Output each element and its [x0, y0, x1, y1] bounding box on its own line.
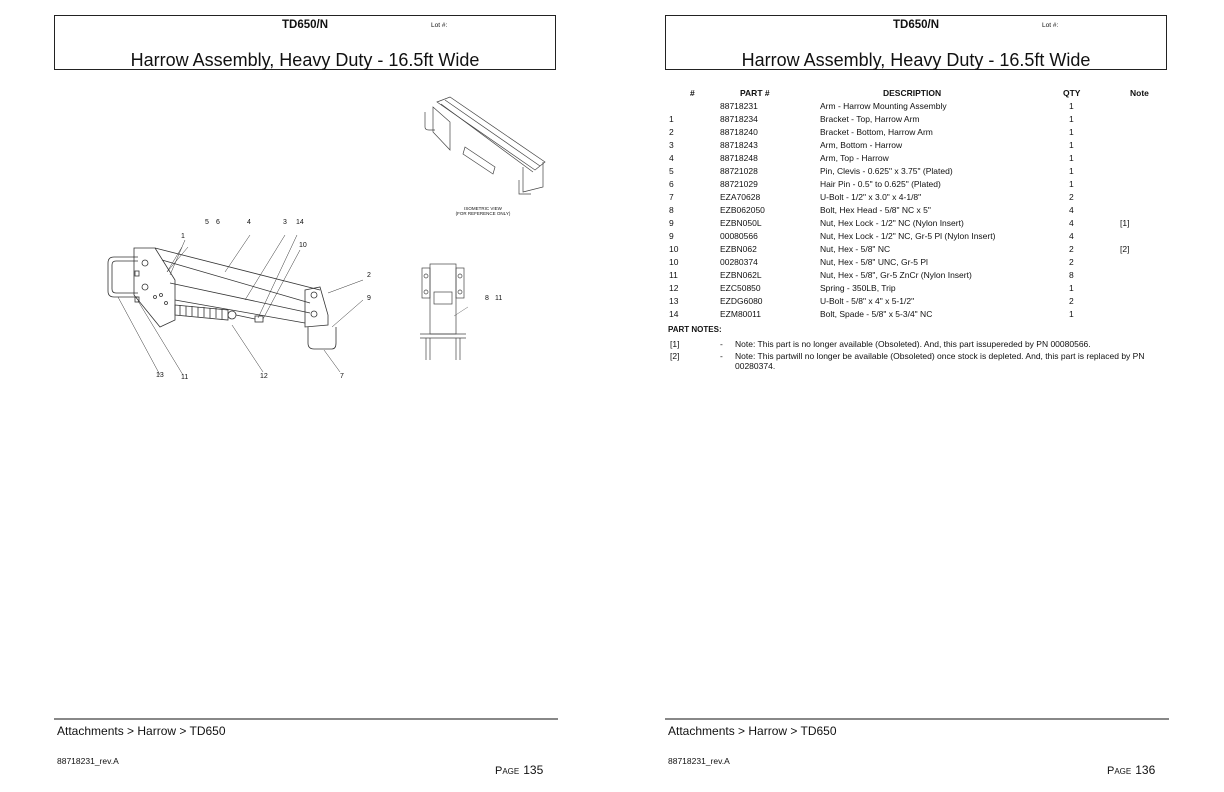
model-number: TD650/N [892, 19, 940, 31]
callout-11-end-view: 11 [495, 295, 503, 302]
cell-number: 1 [669, 114, 674, 124]
cell-qty: 2 [1069, 244, 1074, 254]
cell-number: 13 [669, 296, 679, 306]
cell-qty: 1 [1069, 114, 1074, 124]
isometric-view-drawing [415, 92, 555, 202]
cell-number: 12 [669, 283, 679, 293]
cell-qty: 1 [1069, 283, 1074, 293]
cell-part-number: 88721028 [720, 166, 758, 176]
cell-description: Nut, Hex Lock - 1/2" NC, Gr-5 Pl (Nylon Insert) [820, 231, 996, 241]
cell-part-number: EZDG6080 [720, 296, 763, 306]
footer-divider [54, 718, 558, 720]
table-row [665, 204, 1170, 217]
cell-description: Nut, Hex - 5/8" UNC, Gr-5 Pl [820, 257, 928, 267]
col-header-description: DESCRIPTION [883, 88, 942, 98]
document-id: 88718231_rev.A [668, 756, 730, 766]
cell-part-number: 00080566 [720, 231, 758, 241]
callout-4: 4 [247, 219, 251, 226]
cell-description: U-Bolt - 5/8" x 4" x 5-1/2" [820, 296, 915, 306]
table-row [665, 308, 1170, 321]
cell-part-number: 88718243 [720, 140, 758, 150]
col-header-number: # [690, 88, 695, 98]
parts-table-header [665, 87, 1170, 100]
cell-qty: 1 [1069, 166, 1074, 176]
cell-number: 7 [669, 192, 674, 202]
cell-note: [2] [1120, 244, 1130, 254]
callout-2: 2 [367, 272, 371, 279]
cell-part-number: EZBN050L [720, 218, 762, 228]
table-row [665, 126, 1170, 139]
cell-number: 5 [669, 166, 674, 176]
table-row [665, 191, 1170, 204]
callout-5: 5 [205, 219, 209, 226]
cell-part-number: EZA70628 [720, 192, 761, 202]
breadcrumb: Attachments > Harrow > TD650 [57, 724, 226, 738]
callout-1: 1 [181, 233, 185, 240]
table-row [665, 113, 1170, 126]
cell-description: Arm, Top - Harrow [820, 153, 889, 163]
cell-part-number: 88718240 [720, 127, 758, 137]
parts-table-body [665, 100, 1170, 321]
table-row [665, 295, 1170, 308]
cell-number: 3 [669, 140, 674, 150]
cell-description: Spring - 350LB, Trip [820, 283, 896, 293]
cell-qty: 2 [1069, 296, 1074, 306]
col-header-part: PART # [740, 88, 770, 98]
page-number: Page 135 [495, 763, 544, 777]
cell-qty: 2 [1069, 257, 1074, 267]
cell-description: Bolt, Hex Head - 5/8" NC x 5" [820, 205, 931, 215]
col-header-qty: QTY [1063, 88, 1081, 98]
cell-part-number: 00280374 [720, 257, 758, 267]
part-notes-title: PART NOTES: [668, 325, 722, 334]
callout-9: 9 [367, 295, 371, 302]
callout-13: 13 [156, 372, 164, 379]
callout-3: 3 [283, 219, 287, 226]
document-id: 88718231_rev.A [57, 756, 119, 766]
table-row [665, 269, 1170, 282]
cell-qty: 1 [1069, 140, 1074, 150]
page-number: Page 136 [1107, 763, 1156, 777]
cell-part-number: EZM80011 [720, 309, 761, 319]
cell-qty: 4 [1069, 231, 1074, 241]
cell-qty: 1 [1069, 153, 1074, 163]
callout-11: 11 [181, 374, 189, 381]
table-row [665, 139, 1170, 152]
cell-description: Bracket - Bottom, Harrow Arm [820, 127, 933, 137]
cell-description: Nut, Hex - 5/8" NC [820, 244, 891, 254]
table-row [665, 165, 1170, 178]
cell-number: 8 [669, 205, 674, 215]
parts-table [665, 87, 1170, 321]
table-row [665, 100, 1170, 113]
cell-qty: 4 [1069, 218, 1074, 228]
cell-description: Bolt, Spade - 5/8" x 5-3/4" NC [820, 309, 933, 319]
callout-7: 7 [340, 373, 344, 380]
table-row [665, 282, 1170, 295]
page-title: Harrow Assembly, Heavy Duty - 16.5ft Wide [741, 50, 1091, 70]
lot-label: Lot #: [431, 22, 448, 29]
cell-number: 6 [669, 179, 674, 189]
cell-qty: 4 [1069, 205, 1074, 215]
cell-part-number: 88718248 [720, 153, 758, 163]
cell-number: 10 [669, 244, 679, 254]
cell-description: Arm, Bottom - Harrow [820, 140, 903, 150]
callout-10: 10 [299, 242, 307, 249]
cell-qty: 1 [1069, 101, 1074, 111]
page-header [54, 15, 556, 70]
page-header [665, 15, 1167, 70]
cell-description: U-Bolt - 1/2" x 3.0" x 4-1/8" [820, 192, 922, 202]
cell-number: 9 [669, 218, 674, 228]
cell-description: Bracket - Top, Harrow Arm [820, 114, 920, 124]
cell-qty: 2 [1069, 192, 1074, 202]
cell-part-number: 88721029 [720, 179, 758, 189]
col-header-note: Note [1130, 88, 1149, 98]
cell-number: 11 [669, 270, 678, 280]
cell-note: [1] [1120, 218, 1130, 228]
cell-description: Nut, Hex - 5/8", Gr-5 ZnCr (Nylon Insert) [820, 270, 972, 280]
callout-14: 14 [296, 219, 304, 226]
page-title: Harrow Assembly, Heavy Duty - 16.5ft Wide [130, 50, 480, 70]
footer-divider [665, 718, 1169, 720]
lot-label: Lot #: [1042, 22, 1059, 29]
cell-part-number: 88718231 [720, 101, 758, 111]
table-row [665, 152, 1170, 165]
cell-qty: 1 [1069, 127, 1074, 137]
cell-number: 10 [669, 257, 679, 267]
cell-number: 9 [669, 231, 674, 241]
cell-number: 2 [669, 127, 674, 137]
table-row [665, 217, 1170, 230]
callout-8: 8 [485, 295, 489, 302]
page-136: TD650/N Lot #: Harrow Assembly, Heavy Duty - 16.5ft Wide # PART # DESCRIPTION QTY Note 88718231 Arm - Harrow Mounting Assembly 1 1 88718234 Bracket - Top, Harrow Arm 1 2 88718240 Bracket - Bottom, Harrow Arm 1 3 88718243 Arm, Bottom - Harrow 1 4 88718248 Arm, Top - Harrow 1 5 88721028 Pin, Clevis - 0.625" x 3.75" (Plated) 1 6 88721029 Hair Pin - 0.5" to 0.625" (Plated) 1 7 EZA70628 U-Bolt - 1/2" x 3.0" x 4-1/8" 2 8 EZB062050 Bolt, Hex Head - 5/8" NC x 5" 4 9 EZBN050L Nut, Hex Lock - 1/2" NC (Nylon Insert) 4 [1] 9 00080566 Nut, Hex Lock - 1/2" NC, Gr-5 Pl (Nylon Insert) 4 10 EZBN062 Nut, Hex - 5/8" NC 2 [2] 10 00280374 Nut, Hex - 5/8" UNC, Gr-5 Pl 2 11 EZBN062L Nut, Hex - 5/8", Gr-5 ZnCr (Nylon Insert) 8 12 EZC50850 Spring - 350LB, Trip 1 13 EZDG6080 U-Bolt - 5/8" x 4" x 5-1/2" 2 14 EZM80011 Bolt, Spade - 5/8" x 5-3/4" NC 1 PART NOTES: [1] - Note: This part is no longer available (Obsoleted). And, this part issupereded by PN 00080566. [2] - Note: This partwill no longer be available (Obsoleted) once stock is depleted. And, this part is replaced by PN 00280374. Attachments > Harrow > TD650 88718231_rev.A Page 136 [612, 0, 1224, 792]
cell-qty: 1 [1069, 179, 1074, 189]
cell-description: Nut, Hex Lock - 1/2" NC (Nylon Insert) [820, 218, 964, 228]
breadcrumb: Attachments > Harrow > TD650 [668, 724, 837, 738]
callout-12: 12 [260, 373, 268, 380]
harrow-arm-side-view-drawing [100, 215, 380, 390]
model-number: TD650/N [281, 19, 329, 31]
cell-number: 4 [669, 153, 674, 163]
table-row [665, 256, 1170, 269]
cell-part-number: 88718234 [720, 114, 758, 124]
cell-description: Arm - Harrow Mounting Assembly [820, 101, 947, 111]
table-row [665, 230, 1170, 243]
cell-part-number: EZC50850 [720, 283, 761, 293]
table-row [665, 178, 1170, 191]
cell-qty: 8 [1069, 270, 1074, 280]
table-row [665, 243, 1170, 256]
cell-part-number: EZBN062 [720, 244, 757, 254]
cell-part-number: EZB062050 [720, 205, 765, 215]
isometric-caption: ISOMETRIC VIEW (FOR REFERENCE ONLY) [455, 206, 511, 216]
callout-6: 6 [216, 219, 220, 226]
cell-qty: 1 [1069, 309, 1074, 319]
cell-part-number: EZBN062L [720, 270, 762, 280]
cell-number: 14 [669, 309, 679, 319]
cell-description: Pin, Clevis - 0.625" x 3.75" (Plated) [820, 166, 953, 176]
cell-description: Hair Pin - 0.5" to 0.625" (Plated) [820, 179, 941, 189]
end-view-drawing [418, 262, 468, 362]
